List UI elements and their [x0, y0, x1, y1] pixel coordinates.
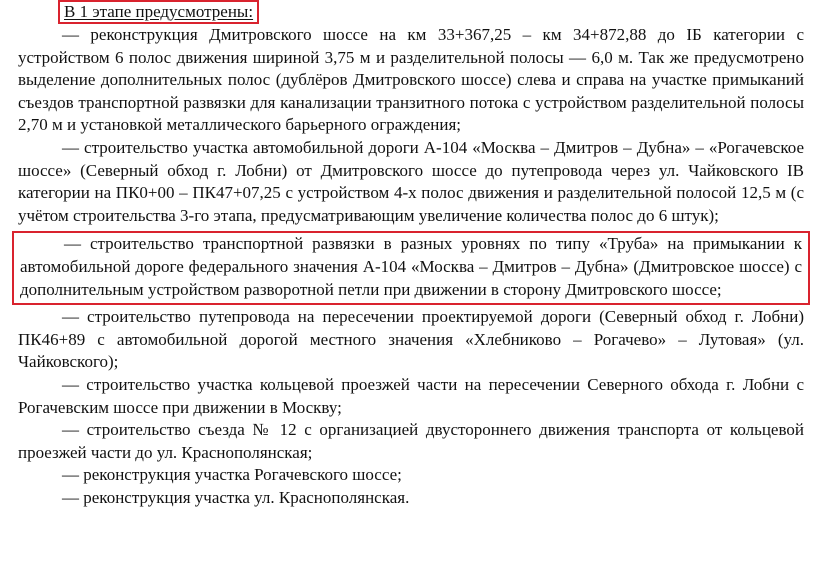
section-heading: В 1 этапе предусмотрены: — [58, 0, 259, 24]
paragraph-overpass-construction: — строительство путепровода на пересечении проектируемой дороги (Северный обход г. Лобни) ПК46+89 с автомобильной дорогой местного значения «Хлебниково – Рогачево» – Лутовая» (ул. Чайковского); — [18, 307, 804, 372]
paragraph-ring-roadway: — строительство участка кольцевой проезжей части на пересечении Северного обхода г. Лобни с Рогачевским шоссе при движении в Москву; — [18, 374, 804, 417]
paragraph-krasnopolyanskaya-reconstruction: — реконструкция участка ул. Краснополянская. — [62, 487, 410, 507]
paragraph-rogachevskoe-reconstruction: — реконструкция участка Рогачевского шоссе; — [62, 465, 402, 485]
paragraph-exit-12: — строительство съезда № 12 с организацией двустороннего движения транспорта от кольцевой проезжей части до ул. Краснополянская; — [18, 420, 804, 462]
paragraph-dmitrovskoe-reconstruction: — реконструкция Дмитровского шоссе на км 33+367,25 – км 34+872,88 до IБ категории с устройством 6 полос движения шириной 3,75 м и разделительной полосы — 6,0 м. Так же предусмотрено выделение дополнительных полос (дублёров Дмитровского шоссе) слева и справа на участке примыканий съездов транспортной развязки для канализации транзитного потока с устройством разделительной полосы 2,70 м и установкой металлического барьерного ограждения; — [18, 25, 804, 135]
heading-container — [58, 0, 259, 23]
document-body — [18, 24, 804, 509]
paragraph-north-bypass-construction: — строительство участка автомобильной дороги А-104 «Москва – Дмитров – Дубна» – «Рогачевское шоссе» (Северный обход г. Лобни) от Дмитровского шоссе до путепровода через ул. Чайковского IВ категории на ПК0+00 – ПК47+07,25 с устройством 4-х полос движения и разделительной полосой 12,5 м (с учётом строительства 3-го этапа, предусматривающим увеличение количества полос до 6 штук); — [18, 137, 804, 225]
paragraph-highlighted-interchange: — строительство транспортной развязки в разных уровнях по типу «Труба» на примыкании к автомобильной дороге федерального значения А-104 «Москва – Дмитров – Дубна» (Дмитровское шоссе) с дополнительным устройством разворотной петли при движении в сторону Дмитровского шоссе; — [12, 231, 810, 305]
